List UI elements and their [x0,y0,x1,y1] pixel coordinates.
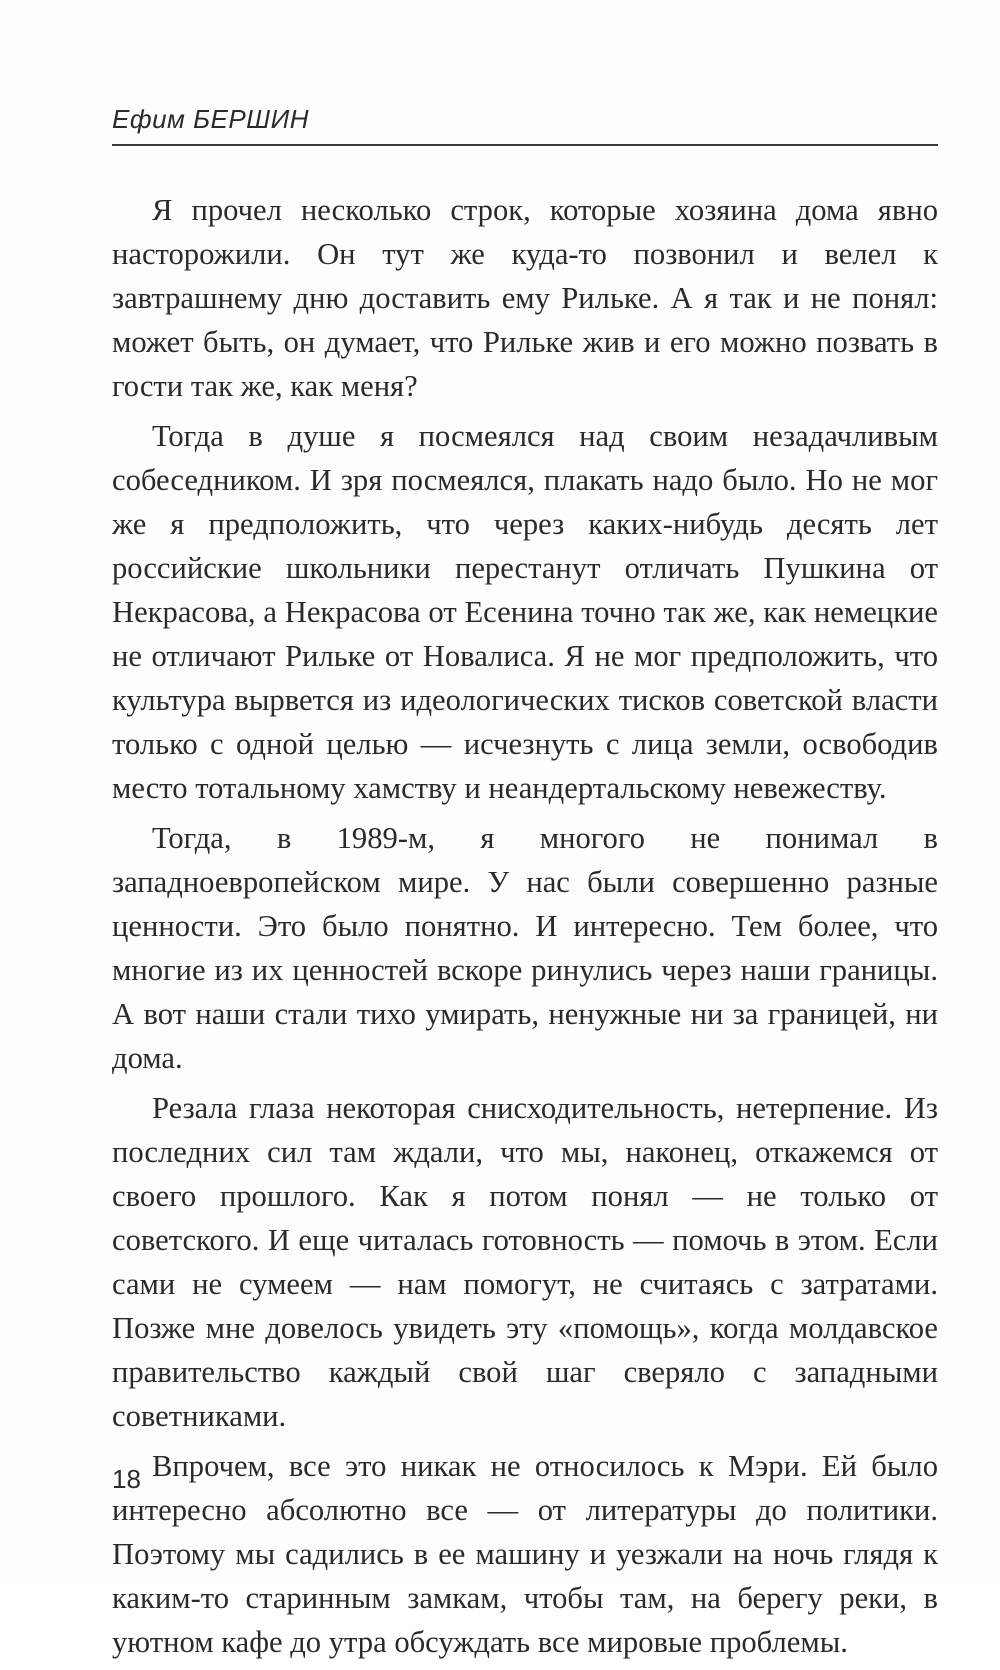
header-rule [112,144,938,146]
paragraph-1: Я прочел несколько строк, которые хозяина дома явно насторожили. Он тут же куда-то позвонил и велел к завтрашнему дню доставить ему Рильке. А я так и не понял: может быть, он думает, что Рильке жив и его можно позвать в гости так же, как меня? [112,193,938,403]
paragraph-3: Тогда, в 1989-м, я многого не понимал в западноевропейском мире. У нас были совершенно разные ценности. Это было понятно. И интересно. Тем более, что многие из их ценностей вскоре ринулись через наши границы. А вот наши стали тихо умирать, ненужные ни за границей, ни дома. [112,821,938,1075]
body-text [112,188,938,1670]
paragraph-4: Резала глаза некоторая снисходительность, нетерпение. Из последних сил там ждали, что мы, наконец, откажемся от своего прошлого. Как я потом понял — не только от советского. И еще читалась готовность — помочь в этом. Если сами не сумеем — нам помогут, не считаясь с затратами. Позже мне довелось увидеть эту «помощь», когда молдавское правительство каждый свой шаг сверяло с западными советниками. [112,1091,938,1433]
page-number: 18 [112,1464,141,1494]
running-head: Ефим БЕРШИН [112,104,309,134]
paragraph-2: Тогда в душе я посмеялся над своим незадачливым собеседником. И зря посмеялся, плакать надо было. Но не мог же я предположить, что через каких-нибудь десять лет российские школьники перестанут отличать Пушкина от Некрасова, а Некрасова от Есенина точно так же, как немецкие не отличают Рильке от Новалиса. Я не мог предположить, что культура вырвется из идеологических тисков советской власти только с одной целью — исчезнуть с лица земли, освободив место тотальному хамству и неандертальскому невежеству. [112,419,938,805]
paragraph-5: Впрочем, все это никак не относилось к Мэри. Ей было интересно абсолютно все — от литературы до политики. Поэтому мы садились в ее машину и уезжали на ночь глядя к каким-то старинным замкам, чтобы там, на берегу реки, в уютном кафе до утра обсуждать все мировые проблемы. [112,1449,938,1659]
